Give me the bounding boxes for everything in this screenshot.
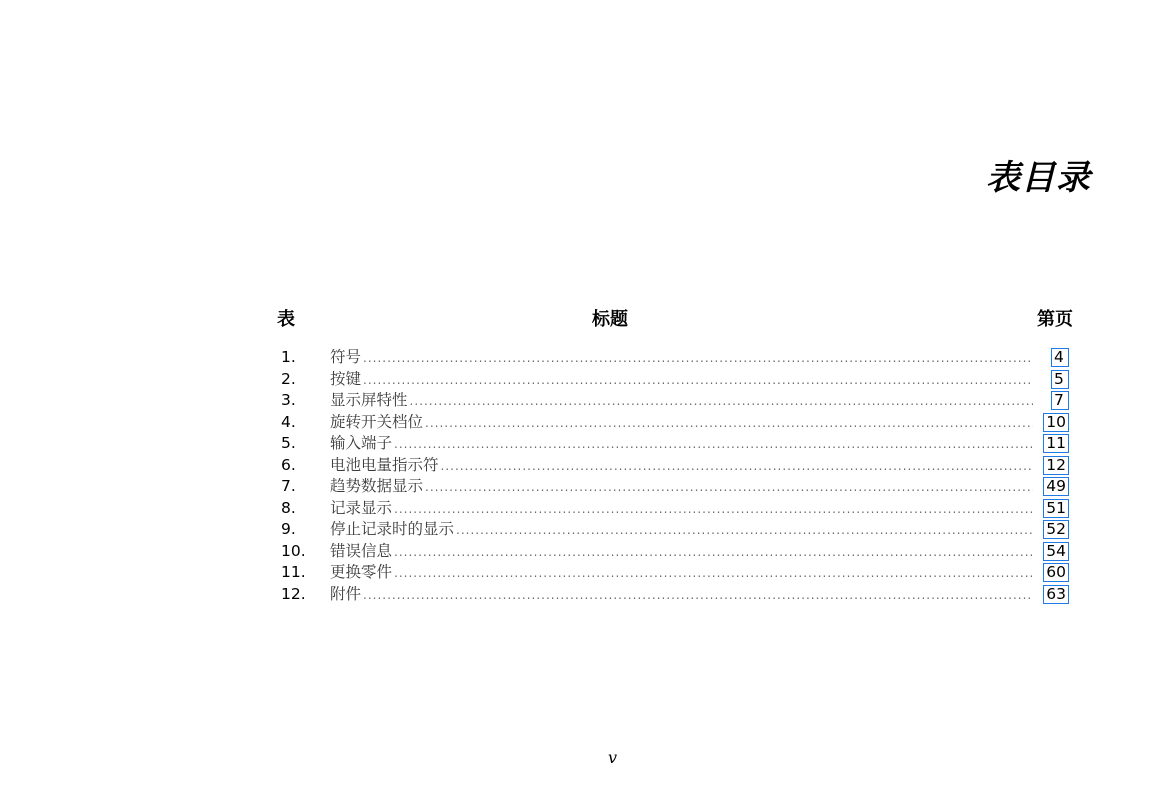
toc-row-title: 按键 xyxy=(330,369,362,388)
toc-row-body xyxy=(330,476,1033,499)
toc-row-leader xyxy=(363,348,1033,370)
toc-row-leader xyxy=(363,370,1033,392)
toc-row-title: 符号 xyxy=(330,348,362,366)
toc-row-leader xyxy=(394,542,1033,564)
toc-row-title: 输入端子 xyxy=(330,434,393,452)
toc-row-leader xyxy=(425,477,1033,499)
toc-row-body xyxy=(330,519,1033,542)
toc-page-link[interactable]: 4 xyxy=(1051,348,1069,367)
table-list xyxy=(281,347,1071,605)
toc-row-title: 记录显示 xyxy=(330,498,393,517)
toc-row[interactable] xyxy=(281,347,1071,369)
toc-row[interactable] xyxy=(281,455,1071,477)
header-page-column: 第页 xyxy=(1037,309,1073,330)
toc-row[interactable] xyxy=(281,498,1071,520)
toc-row-number: 6. xyxy=(281,455,296,474)
toc-row-body xyxy=(330,433,1033,456)
page-heading: 表目录 xyxy=(986,158,1091,198)
toc-page-link[interactable]: 63 xyxy=(1043,585,1069,604)
toc-page-link[interactable]: 11 xyxy=(1043,434,1069,453)
toc-page-link[interactable]: 60 xyxy=(1043,563,1069,582)
toc-row-body xyxy=(330,584,1033,607)
table-header xyxy=(277,305,1073,330)
toc-row-body xyxy=(330,369,1033,392)
header-title-column: 标题 xyxy=(592,309,628,330)
toc-row-body xyxy=(330,498,1033,521)
toc-row[interactable] xyxy=(281,519,1071,541)
toc-row-number: 3. xyxy=(281,391,296,409)
toc-row-number: 7. xyxy=(281,477,296,495)
toc-row-body xyxy=(330,455,1033,478)
toc-row-number: 1. xyxy=(281,348,296,366)
toc-row-title: 停止记录时的显示 xyxy=(330,520,455,538)
toc-row-body xyxy=(330,347,1033,370)
toc-row-title: 显示屏特性 xyxy=(330,391,408,409)
toc-row-leader xyxy=(425,413,1033,435)
toc-row[interactable] xyxy=(281,562,1071,584)
toc-page-link[interactable]: 5 xyxy=(1051,370,1069,389)
toc-page-link[interactable]: 54 xyxy=(1043,542,1069,561)
toc-row-body xyxy=(330,541,1033,564)
header-table-column: 表 xyxy=(277,309,295,330)
toc-page-link[interactable]: 49 xyxy=(1043,477,1069,496)
toc-row-body xyxy=(330,390,1033,413)
toc-page-link[interactable]: 7 xyxy=(1051,391,1069,410)
toc-row[interactable] xyxy=(281,476,1071,498)
toc-row-number: 4. xyxy=(281,412,296,431)
toc-row-title: 趋势数据显示 xyxy=(330,477,424,495)
toc-row-number: 10. xyxy=(281,541,306,560)
toc-row-title: 更换零件 xyxy=(330,563,393,581)
toc-row-leader xyxy=(456,520,1033,542)
toc-row-leader xyxy=(363,585,1033,607)
toc-row-body xyxy=(330,562,1033,585)
toc-row[interactable] xyxy=(281,433,1071,455)
toc-row-number: 8. xyxy=(281,498,296,517)
toc-row[interactable] xyxy=(281,584,1071,606)
toc-row[interactable] xyxy=(281,369,1071,391)
toc-row-leader xyxy=(441,456,1033,478)
toc-row[interactable] xyxy=(281,541,1071,563)
toc-row-body xyxy=(330,412,1033,435)
toc-row-leader xyxy=(394,434,1033,456)
toc-page-link[interactable]: 51 xyxy=(1043,499,1069,518)
toc-row-number: 2. xyxy=(281,369,296,388)
toc-row-number: 11. xyxy=(281,563,306,581)
toc-page-link[interactable]: 52 xyxy=(1043,520,1069,539)
toc-row-number: 12. xyxy=(281,584,306,603)
toc-row[interactable] xyxy=(281,412,1071,434)
toc-row-leader xyxy=(394,499,1033,521)
page-number: v xyxy=(608,748,618,767)
toc-row-leader xyxy=(394,563,1033,585)
toc-row-number: 5. xyxy=(281,434,296,452)
toc-row-number: 9. xyxy=(281,520,296,538)
toc-row-title: 电池电量指示符 xyxy=(330,455,439,474)
toc-row-title: 旋转开关档位 xyxy=(330,412,424,431)
toc-row-title: 附件 xyxy=(330,584,362,603)
toc-page-link[interactable]: 12 xyxy=(1043,456,1069,475)
toc-row[interactable] xyxy=(281,390,1071,412)
toc-row-leader xyxy=(410,391,1033,413)
toc-row-title: 错误信息 xyxy=(330,541,393,560)
toc-page-link[interactable]: 10 xyxy=(1043,413,1069,432)
